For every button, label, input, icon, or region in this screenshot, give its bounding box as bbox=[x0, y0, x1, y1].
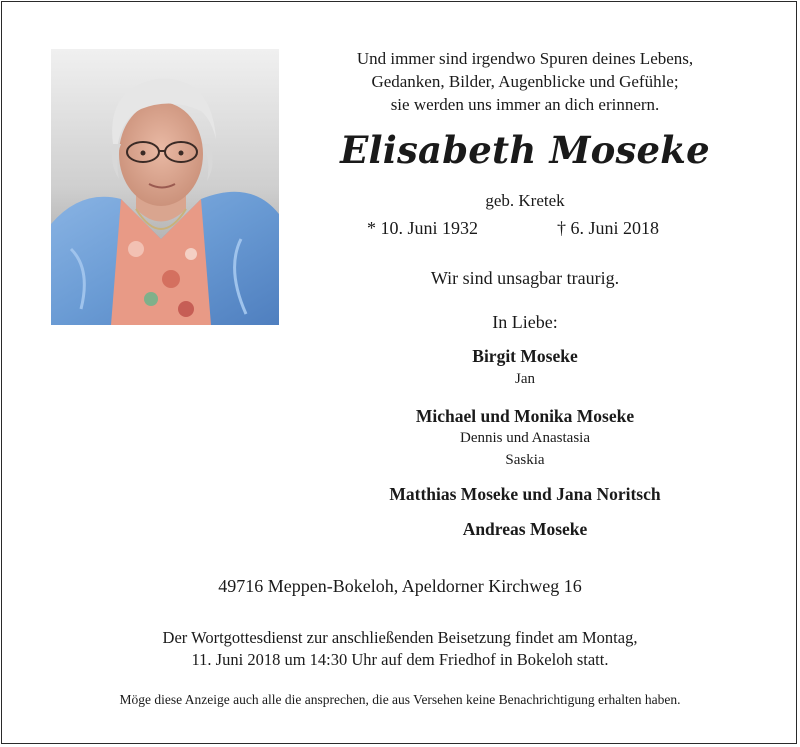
love-text: In Liebe: bbox=[492, 312, 558, 332]
mourner-sub-name: Dennis und Anastasia bbox=[460, 430, 590, 446]
service-info bbox=[0, 627, 800, 671]
mourner-name: Matthias Moseke und Jana Noritsch bbox=[389, 484, 661, 504]
mourning-text: Wir sind unsagbar traurig. bbox=[430, 268, 620, 288]
poem-line: Und immer sind irgendwo Spuren deines Lebens, bbox=[356, 49, 694, 68]
birth-date: * 10. Juni 1932 bbox=[367, 218, 479, 238]
birth-name: geb. Kretek bbox=[485, 191, 565, 210]
mourner-sub-name: Saskia bbox=[505, 452, 545, 468]
portrait-photo bbox=[51, 49, 279, 325]
mourner-sub-name: Jan bbox=[515, 371, 535, 387]
mourner-name: Birgit Moseke bbox=[472, 346, 578, 366]
address: 49716 Meppen-Bokeloh, Apeldorner Kirchweg 16 bbox=[218, 576, 582, 596]
mourner-name: Michael und Monika Moseke bbox=[415, 406, 635, 426]
memorial-poem bbox=[300, 47, 750, 116]
deceased-name: Elisabeth Moseke bbox=[340, 128, 710, 172]
mourner-name: Andreas Moseke bbox=[462, 519, 588, 539]
poem-line: Gedanken, Bilder, Augenblicke und Gefühle; bbox=[371, 72, 679, 91]
poem-line: sie werden uns immer an dich erinnern. bbox=[390, 95, 660, 114]
service-line: 11. Juni 2018 um 14:30 Uhr auf dem Friedhof in Bokeloh statt. bbox=[191, 650, 609, 669]
death-date: † 6. Juni 2018 bbox=[557, 218, 660, 238]
notification-note: Möge diese Anzeige auch alle die ansprechen, die aus Versehen keine Benachrichtigung erhalten haben. bbox=[119, 692, 681, 707]
service-line: Der Wortgottesdienst zur anschließenden Beisetzung findet am Montag, bbox=[162, 628, 638, 647]
